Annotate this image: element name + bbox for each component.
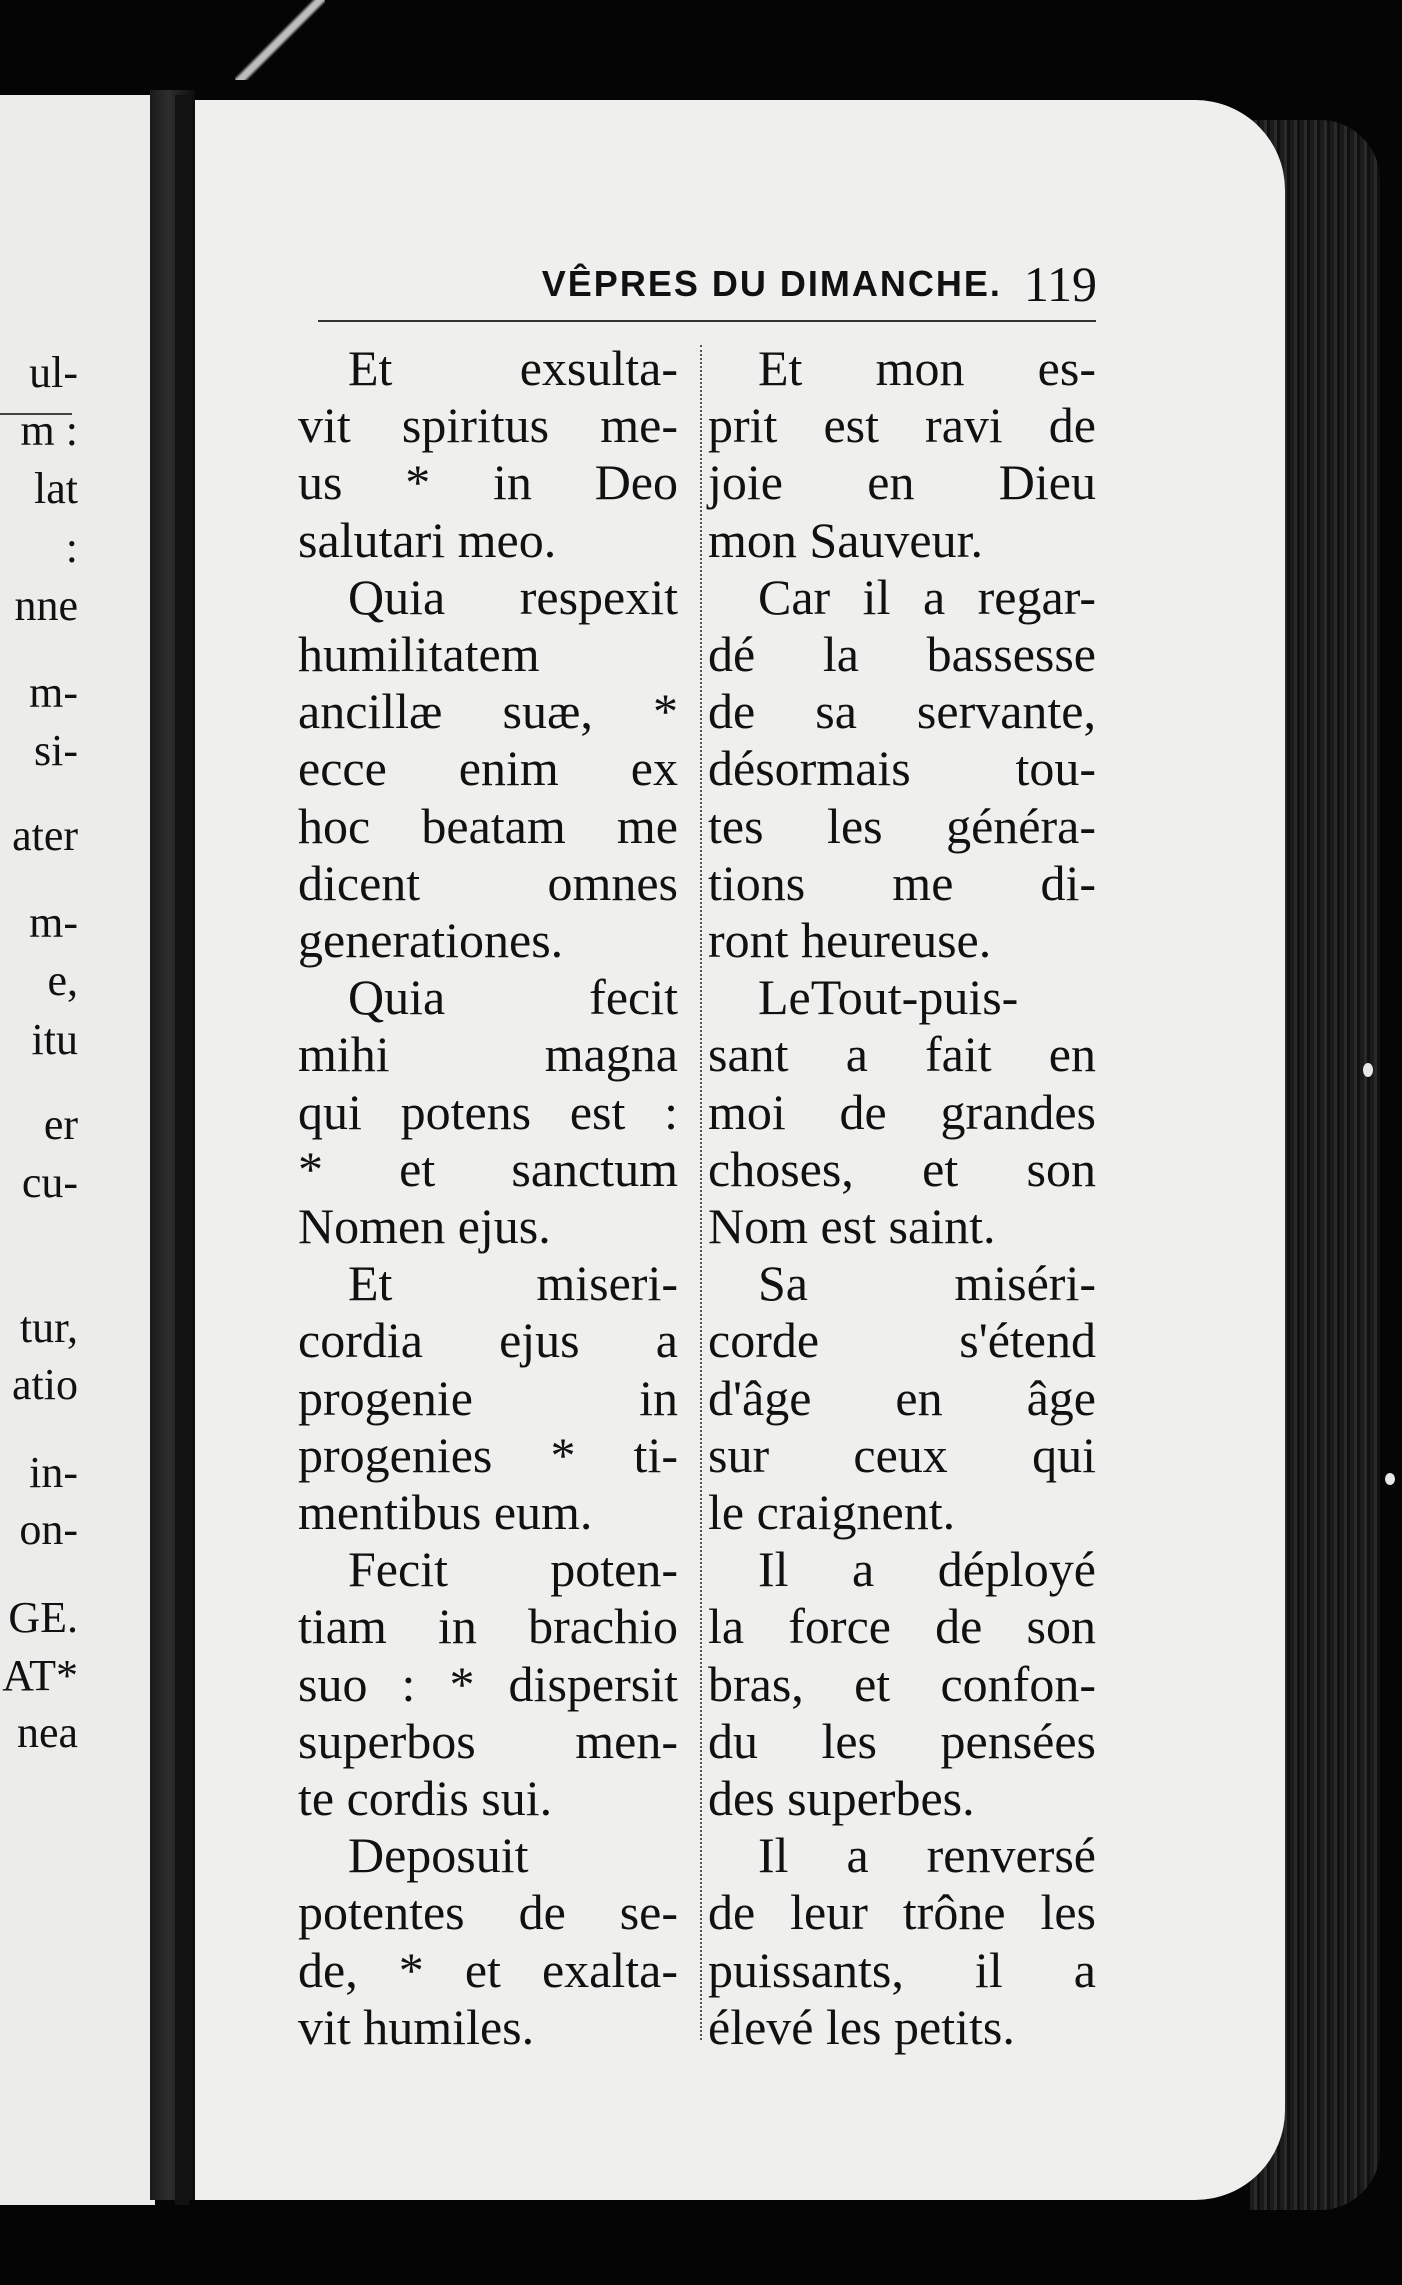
latin-line: cordia ejus a — [298, 1312, 678, 1369]
latin-line: us * in Deo — [298, 454, 678, 511]
previous-page-fragment: itu — [31, 1015, 78, 1064]
french-line: moi de grandes — [708, 1083, 1096, 1140]
latin-line: superbos men- — [298, 1712, 678, 1769]
french-line: d'âge en âge — [708, 1369, 1096, 1426]
running-header — [432, 255, 1097, 313]
french-line: sant a fait en — [708, 1026, 1096, 1083]
french-line: Et mon es- — [758, 340, 1096, 396]
latin-line: Et miseri- — [348, 1255, 678, 1312]
french-line: de leur trône les — [708, 1884, 1096, 1941]
french-verse — [708, 340, 1096, 569]
french-line: dé la bassesse — [708, 626, 1096, 683]
latin-verse — [298, 1827, 678, 2056]
latin-line: Et exsulta- — [348, 340, 678, 396]
french-line: Nom est saint. — [708, 1198, 996, 1255]
latin-line: ancillæ suæ, * — [298, 683, 678, 740]
previous-page-fragment: lat — [34, 464, 78, 513]
latin-verse — [298, 969, 678, 1255]
french-line: LeTout-puis- — [758, 969, 1019, 1026]
french-line: joie en Dieu — [708, 454, 1096, 511]
latin-line: Quia fecit — [348, 969, 678, 1026]
french-line: des superbes. — [708, 1770, 975, 1827]
header-rule — [318, 320, 1096, 322]
previous-page-fragment: m- — [29, 668, 78, 717]
latin-line: ecce enim ex — [298, 740, 678, 797]
column-divider — [700, 345, 703, 2040]
latin-line: Fecit poten- — [348, 1541, 678, 1598]
latin-verse — [298, 1541, 678, 1827]
french-line: choses, et son — [708, 1140, 1096, 1197]
latin-line: qui potens est : — [298, 1083, 678, 1140]
latin-line: suo : * dispersit — [298, 1655, 678, 1712]
previous-page-fragment: er — [43, 1100, 78, 1149]
french-line: bras, et confon- — [708, 1655, 1096, 1712]
french-verse — [708, 1541, 1096, 1827]
french-column — [708, 340, 1096, 2056]
latin-line: Quia respexit — [348, 568, 678, 625]
previous-page-fragment: cu- — [21, 1158, 78, 1207]
previous-page-fragment: AT* — [2, 1651, 78, 1700]
latin-column — [298, 340, 678, 2056]
previous-page-fragment: m- — [29, 898, 78, 947]
previous-page-fragment: atio — [12, 1360, 78, 1409]
french-line: sur ceux qui — [708, 1426, 1096, 1483]
latin-line: mihi magna — [298, 1026, 678, 1083]
french-line: élevé les petits. — [708, 1998, 1015, 2055]
previous-page-fragment: on- — [19, 1505, 78, 1554]
french-line: désormais tou- — [708, 740, 1096, 797]
latin-verse — [298, 569, 678, 969]
scan-artifact — [235, 0, 325, 80]
french-line: prit est ravi de — [708, 397, 1096, 454]
previous-page-fragment: si- — [34, 726, 78, 775]
french-line: Sa miséri- — [758, 1255, 1096, 1312]
latin-line: * et sanctum — [298, 1140, 678, 1197]
french-line: ront heureuse. — [708, 912, 992, 969]
french-line: corde s'étend — [708, 1312, 1096, 1369]
latin-line: de, * et exalta- — [298, 1941, 678, 1998]
previous-page-fragment: in- — [29, 1448, 78, 1497]
previous-page-fragment: ater — [12, 811, 78, 860]
latin-line: salutari meo. — [298, 511, 557, 568]
french-verse — [708, 1827, 1096, 2056]
previous-page-fragment: m : — [20, 406, 78, 455]
latin-line: humilitatem — [298, 626, 540, 683]
french-line: Il a déployé — [758, 1541, 1096, 1598]
latin-line: vit humiles. — [298, 1998, 535, 2055]
header-title: VÊPRES DU DIMANCHE. — [541, 263, 1002, 304]
french-line: tes les généra- — [708, 797, 1096, 854]
book-gutter — [175, 95, 189, 2205]
latin-line: te cordis sui. — [298, 1770, 553, 1827]
latin-line: progenies * ti- — [298, 1426, 678, 1483]
latin-line: Deposuit — [348, 1827, 529, 1884]
dust-speck — [1385, 1473, 1395, 1485]
previous-page-fragment: nne — [14, 581, 78, 630]
previous-page-fragment: ul- — [29, 348, 78, 397]
french-line: Il a renversé — [758, 1827, 1096, 1884]
french-line: de sa servante, — [708, 683, 1096, 740]
latin-line: Nomen ejus. — [298, 1198, 551, 1255]
page-number: 119 — [1023, 256, 1097, 312]
french-line: puissants, il a — [708, 1941, 1096, 1998]
previous-page-fragment: tur, — [19, 1303, 78, 1352]
previous-page-fragment: nea — [16, 1708, 78, 1757]
french-line: la force de son — [708, 1598, 1096, 1655]
latin-line: progenie in — [298, 1369, 678, 1426]
latin-line: mentibus eum. — [298, 1484, 593, 1541]
latin-line: vit spiritus me- — [298, 397, 678, 454]
previous-page-fragment: e, — [47, 956, 78, 1005]
latin-line: potentes de se- — [298, 1884, 678, 1941]
french-line: Car il a regar- — [758, 568, 1096, 625]
french-line: tions me di- — [708, 854, 1096, 911]
french-line: mon Sauveur. — [708, 511, 983, 568]
latin-line: generationes. — [298, 912, 564, 969]
previous-page-fragment: GE. — [8, 1593, 78, 1642]
french-verse — [708, 569, 1096, 969]
previous-page-fragment: : — [65, 523, 78, 572]
french-line: le craignent. — [708, 1484, 956, 1541]
french-verse — [708, 969, 1096, 1255]
latin-line: dicent omnes — [298, 854, 678, 911]
latin-line: hoc beatam me — [298, 797, 678, 854]
dust-speck — [1363, 1063, 1373, 1077]
latin-verse — [298, 1255, 678, 1541]
latin-line: tiam in brachio — [298, 1598, 678, 1655]
latin-verse — [298, 340, 678, 569]
french-verse — [708, 1255, 1096, 1541]
french-line: du les pensées — [708, 1712, 1096, 1769]
